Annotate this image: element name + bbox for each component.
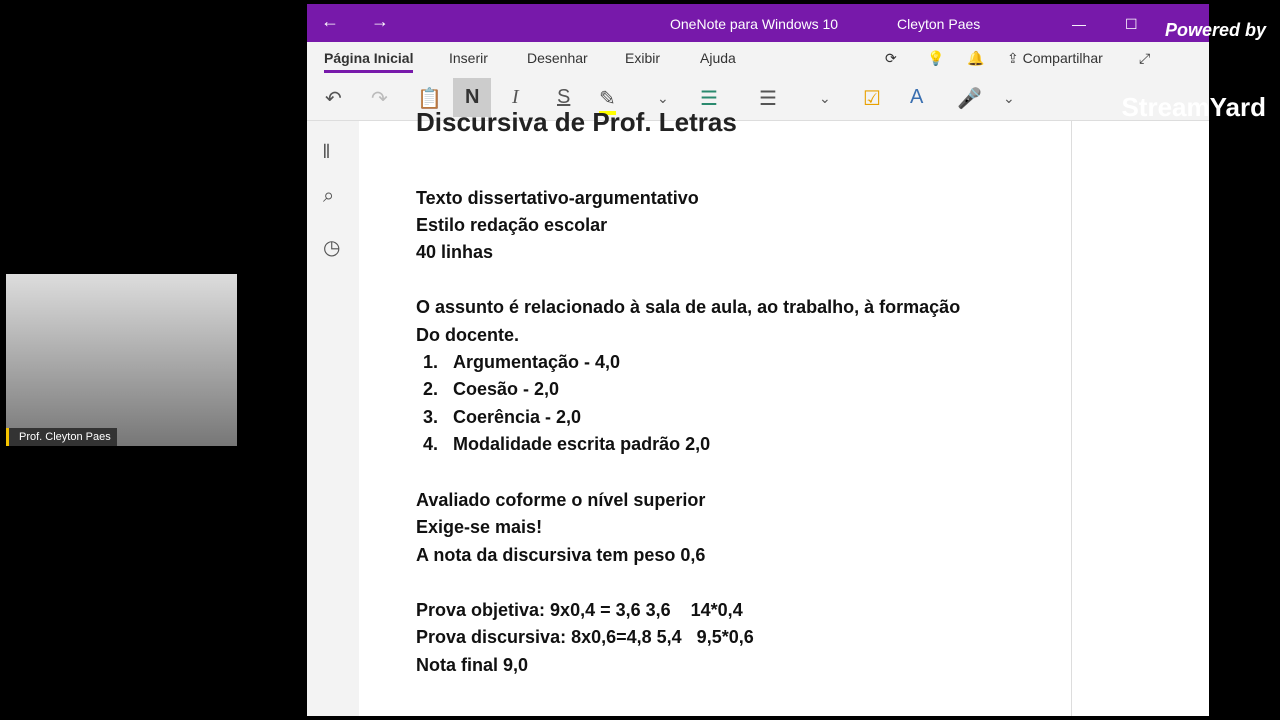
list-item: 4. Modalidade escrita padrão 2,0: [423, 434, 711, 454]
app-title: OneNote para Windows 10: [670, 16, 839, 32]
streamyard-logo: StreamYard: [1121, 92, 1266, 122]
note-line: Estilo redação escolar: [416, 215, 608, 235]
tab-ajuda[interactable]: Ajuda: [700, 50, 736, 66]
list-item-text: Coesão - 2,0: [453, 379, 560, 399]
onenote-window: [307, 4, 1209, 716]
note-line: Avaliado coforme o nível superior: [416, 490, 706, 510]
note-line: Texto dissertativo-argumentativo: [416, 188, 699, 208]
ribbon-tabs: [307, 42, 1209, 76]
tab-desenhar[interactable]: Desenhar: [527, 50, 588, 66]
chevron-down-icon[interactable]: ⌄: [819, 90, 831, 106]
chevron-down-icon[interactable]: ⌄: [1003, 90, 1015, 106]
expand-icon[interactable]: ⤢: [1139, 50, 1151, 66]
list-item: 3. Coerência - 2,0: [423, 407, 582, 427]
tag-icon[interactable]: ☑: [863, 88, 881, 110]
italic-button[interactable]: I: [512, 86, 519, 108]
note-line: O assunto é relacionado à sala de aula, ao trabalho, à formação: [416, 297, 961, 317]
note-page[interactable]: [359, 107, 1072, 716]
maximize-button[interactable]: ☐: [1125, 16, 1138, 32]
note-line: Exige-se mais!: [416, 517, 543, 537]
highlight-icon[interactable]: ✎: [599, 86, 616, 115]
note-line: Prova discursiva: 8x0,6=4,8 5,4 9,5*0,6: [416, 627, 754, 647]
redo-icon[interactable]: ↷: [371, 88, 388, 110]
recent-icon[interactable]: ◷: [323, 237, 341, 259]
list-item-text: Coerência - 2,0: [453, 407, 582, 427]
minimize-button[interactable]: —: [1072, 16, 1086, 32]
bold-button[interactable]: N: [453, 78, 491, 117]
dictate-icon[interactable]: 🎤: [957, 88, 982, 110]
undo-icon[interactable]: ↶: [325, 88, 342, 110]
list-item: 1. Argumentação - 4,0: [423, 352, 621, 372]
sync-icon[interactable]: ⟳: [885, 50, 897, 66]
chevron-down-icon[interactable]: ⌄: [657, 90, 669, 106]
spelling-icon[interactable]: A: [910, 86, 924, 108]
strikethrough-button[interactable]: S: [557, 86, 571, 108]
search-icon[interactable]: ⌕: [323, 185, 335, 207]
numbered-list-icon[interactable]: ☰: [759, 88, 777, 110]
tab-exibir[interactable]: Exibir: [625, 50, 661, 66]
note-line: Do docente.: [416, 325, 520, 345]
page-title: Discursiva de Prof. Letras: [416, 107, 737, 137]
bullet-list-icon[interactable]: ☰: [700, 88, 718, 110]
tab-inserir[interactable]: Inserir: [449, 50, 488, 66]
notebooks-icon[interactable]: 𝍪: [323, 141, 330, 163]
list-item: 2. Coesão - 2,0: [423, 379, 560, 399]
powered-by-label: Powered by: [1164, 20, 1266, 40]
bell-icon[interactable]: 🔔: [967, 50, 985, 66]
lightbulb-icon[interactable]: 💡: [927, 50, 945, 66]
note-line: A nota da discursiva tem peso 0,6: [416, 545, 706, 565]
note-line: Nota final 9,0: [416, 655, 529, 675]
back-button[interactable]: ←: [321, 11, 339, 31]
forward-button[interactable]: →: [371, 11, 389, 31]
sidebar: [307, 121, 359, 716]
webcam-feed: [6, 274, 237, 446]
note-line: Prova objetiva: 9x0,4 = 3,6 3,6 14*0,4: [416, 600, 743, 620]
title-bar: [307, 4, 1209, 42]
share-label: Compartilhar: [1022, 50, 1103, 66]
note-line: 40 linhas: [416, 242, 494, 262]
tab-pagina-inicial[interactable]: Página Inicial: [324, 50, 413, 73]
clipboard-icon[interactable]: 📋: [417, 88, 442, 110]
share-button[interactable]: ⇪ Compartilhar: [1007, 50, 1103, 66]
user-name[interactable]: Cleyton Paes: [897, 16, 981, 32]
list-item-text: Argumentação - 4,0: [453, 352, 621, 372]
list-item-text: Modalidade escrita padrão 2,0: [453, 434, 711, 454]
camera-name-tag: Prof. Cleyton Paes: [6, 428, 117, 446]
